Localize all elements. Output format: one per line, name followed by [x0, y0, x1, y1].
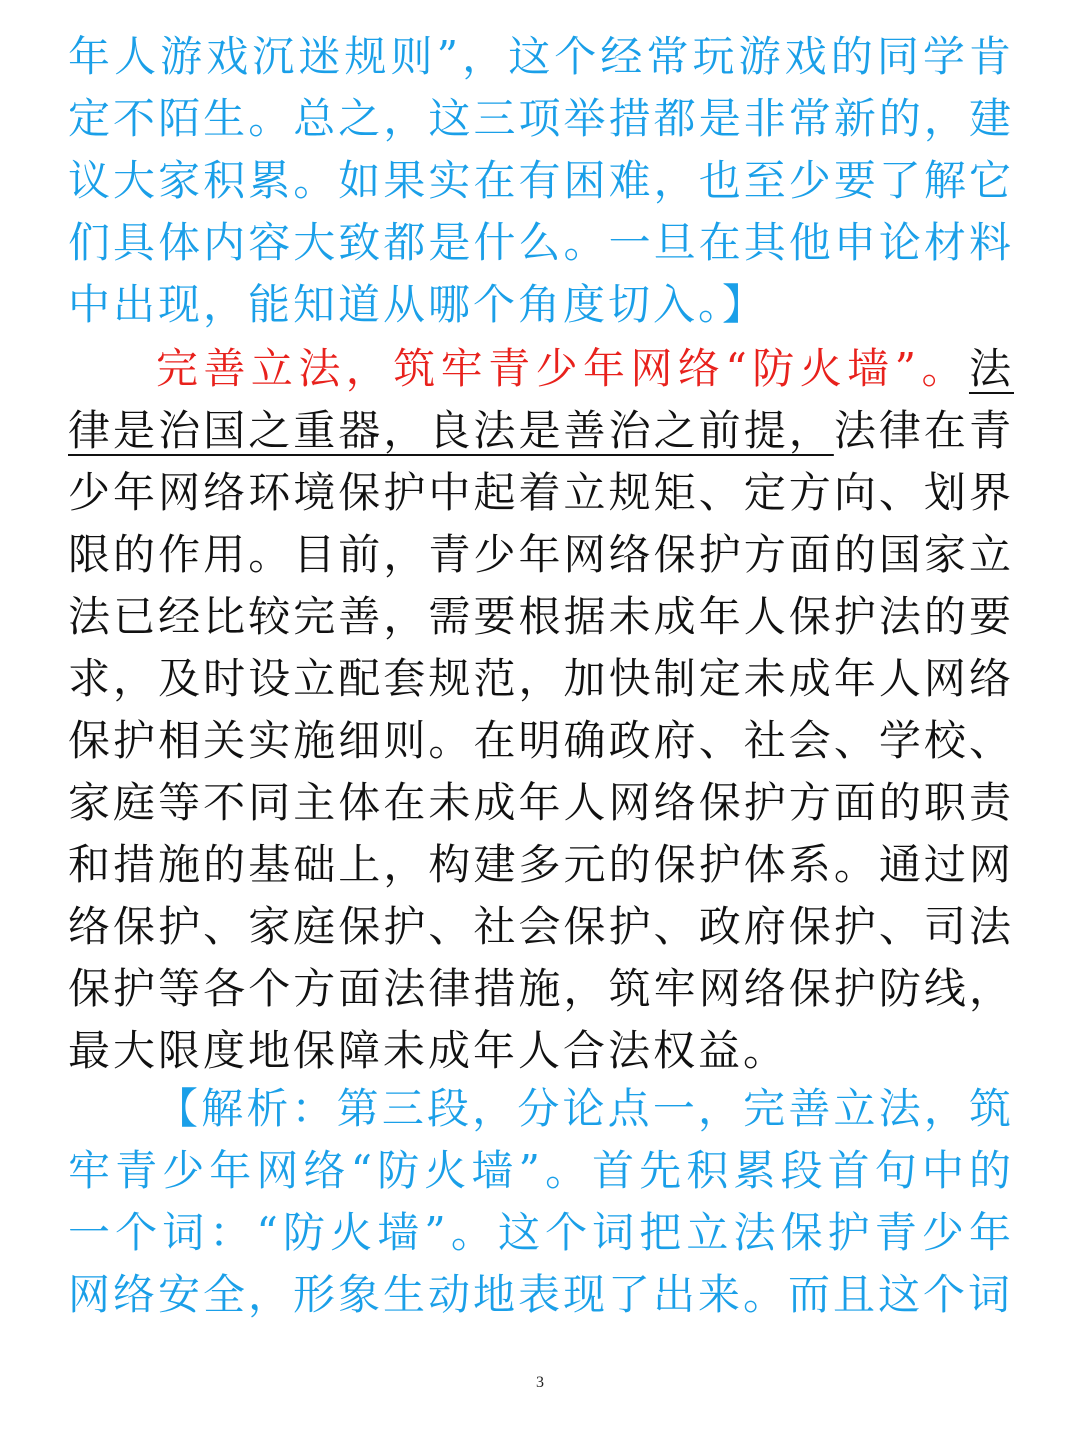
section-heading: 完善立法，筑牢青少年网络“防火墙”。: [156, 344, 969, 393]
body-paragraph: [68, 338, 1014, 1082]
underlined-quote: 法律是治国之重器，良法是善治之前提，: [68, 344, 1014, 455]
analysis-paragraph: 【解析：第三段，分论点一，完善立法，筑牢青少年网络“防火墙”。首先积累段首句中的一个词：“防火墙”。这个词把立法保护青少年网络安全，形象生动地表现了出来。而且这个词: [68, 1084, 1014, 1319]
body-text: 法律在青少年网络环境保护中起着立规矩、定方向、划界限的作用。目前，青少年网络保护方面的国家立法已经比较完善，需要根据未成年人保护法的要求，及时设立配套规范，加快制定未成年人网络保护相关实施细则。在明确政府、社会、学校、家庭等不同主体在未成年人网络保护方面的职责和措施的基础上，构建多元的保护体系。通过网络保护、家庭保护、社会保护、政府保护、司法保护等各个方面法律措施，筑牢网络保护防线，最大限度地保障未成年人合法权益。: [68, 406, 1014, 1075]
page-number: 3: [536, 1374, 544, 1391]
analysis-paragraph-continued: 年人游戏沉迷规则”，这个经常玩游戏的同学肯定不陌生。总之，这三项举措都是非常新的，建议大家积累。如果实在有困难，也至少要了解它们具体内容大致都是什么。一旦在其他申论材料中出现，能知道从哪个角度切入。】: [68, 32, 1014, 329]
